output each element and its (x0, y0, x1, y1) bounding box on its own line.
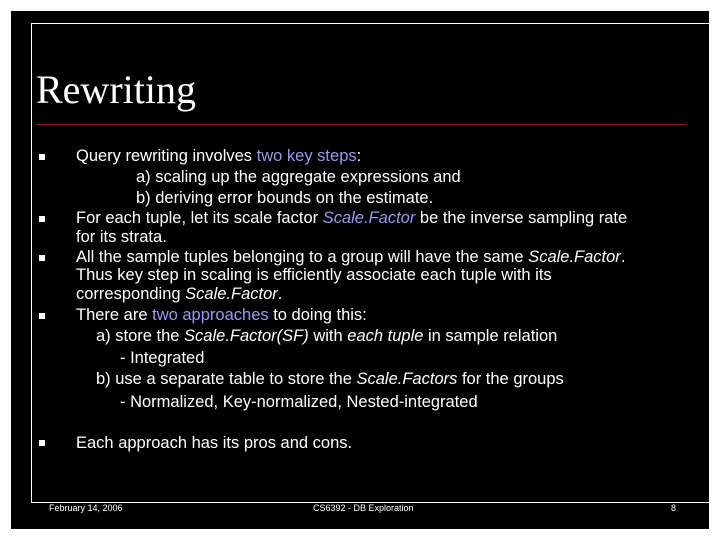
bullet-3-line-1: All the sample tuples belonging to a group will have the same Scale.Factor. (76, 248, 626, 266)
bullet-4-line-5: - Normalized, Key-normalized, Nested-integrated (120, 393, 478, 411)
italic-scale-factor: Scale.Factor (528, 248, 621, 266)
bullet-1-line-3: b) deriving error bounds on the estimate. (136, 189, 434, 207)
bullet-marker (39, 255, 45, 261)
bullet-3-line-3: corresponding Scale.Factor. (76, 285, 283, 303)
bullet-marker (39, 313, 45, 319)
highlight-two-approaches: two approaches (152, 306, 269, 324)
bullet-1-line-2: a) scaling up the aggregate expressions and (136, 168, 461, 186)
title-underline (36, 124, 686, 125)
bullet-marker (39, 440, 45, 446)
footer-course: CS6392 - DB Exploration (313, 503, 414, 513)
italic-scale-factor-sf: Scale.Factor(SF) (184, 327, 309, 345)
bullet-5-line-1: Each approach has its pros and cons. (76, 434, 353, 452)
footer-date: February 14, 2006 (49, 503, 123, 513)
bullet-4-line-1: There are two approaches to doing this: (76, 306, 367, 324)
footer-page-number: 8 (671, 503, 677, 513)
bullet-2-line-2: for its strata. (76, 228, 167, 246)
italic-scale-factors: Scale.Factors (356, 370, 458, 388)
italic-scale-factor: Scale.Factor (322, 209, 416, 227)
highlight-two-key-steps: two key steps (256, 147, 357, 165)
bullet-1-line-1: Query rewriting involves two key steps: (76, 147, 362, 165)
slide-title: Rewriting (36, 67, 196, 112)
italic-scale-factor: Scale.Factor (185, 285, 278, 303)
italic-each-tuple: each tuple (347, 327, 424, 345)
bullet-4-line-3: - Integrated (120, 349, 205, 367)
bullet-marker (39, 216, 45, 222)
bullet-3-line-2: Thus key step in scaling is efficiently associate each tuple with its (76, 266, 552, 284)
bullet-marker (39, 154, 45, 160)
bullet-4-line-4: b) use a separate table to store the Scale.Factors for the groups (96, 370, 564, 388)
bullet-4-line-2: a) store the Scale.Factor(SF) with each tuple in sample relation (96, 327, 558, 345)
bullet-2-line-1: For each tuple, let its scale factor Scale.Factor be the inverse sampling rate (76, 209, 628, 227)
